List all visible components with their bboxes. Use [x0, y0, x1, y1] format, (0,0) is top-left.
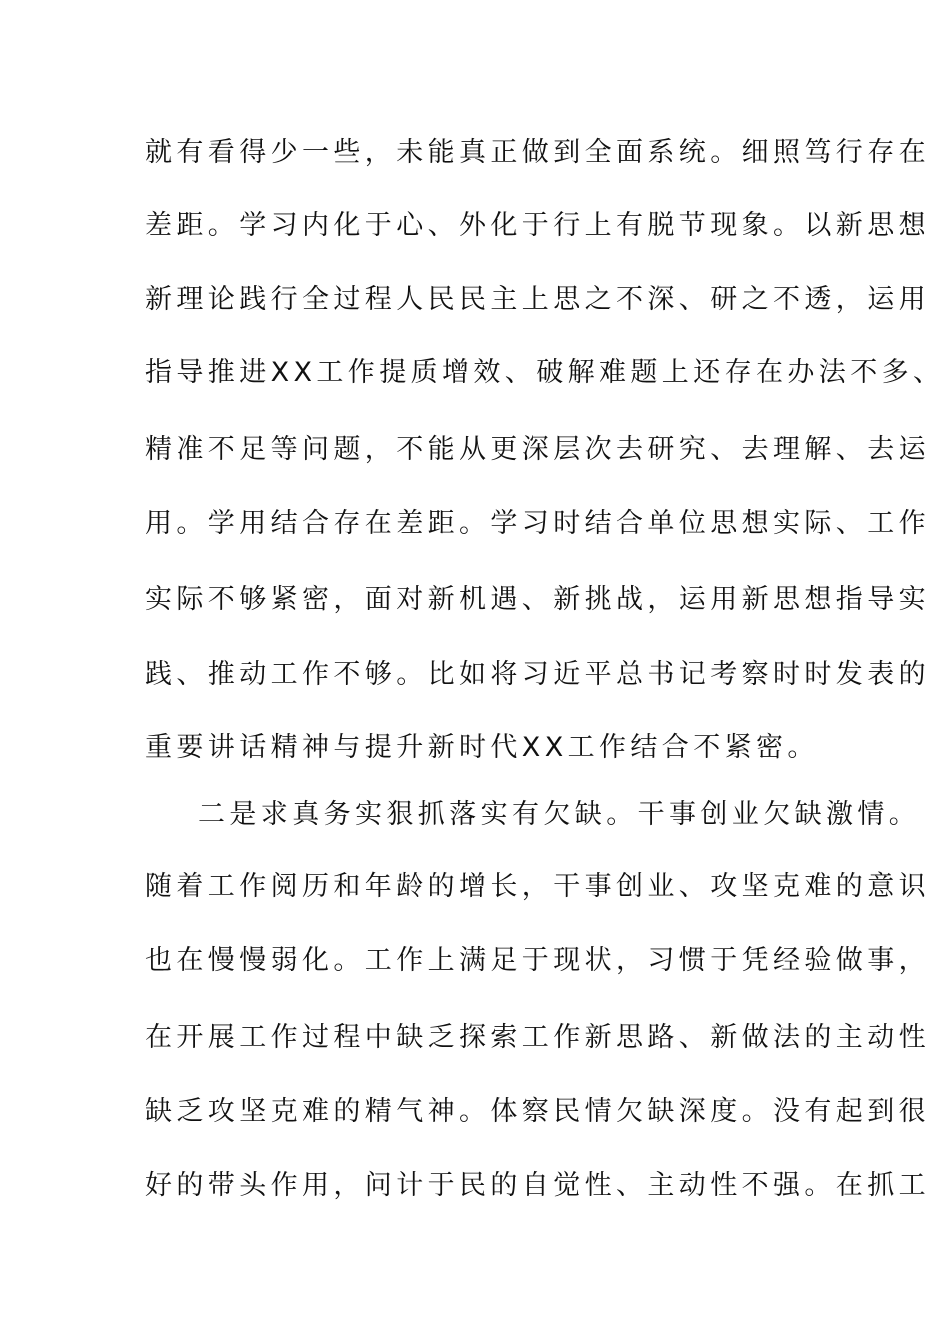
text-line: 重要讲话精神与提升新时代XX工作结合不紧密。: [145, 732, 819, 763]
text-line: 随着工作阅历和年龄的增长，干事创业、攻坚克难的意识: [145, 871, 930, 902]
text-line: 就有看得少一些，未能真正做到全面系统。细照笃行存在: [145, 137, 930, 168]
text-line: 精准不足等问题，不能从更深层次去研究、去理解、去运: [145, 434, 930, 465]
text-line: 缺乏攻坚克难的精气神。体察民情欠缺深度。没有起到很: [145, 1096, 930, 1127]
text-line: 践、推动工作不够。比如将习近平总书记考察时时发表的: [145, 659, 930, 690]
text-line: 好的带头作用，问计于民的自觉性、主动性不强。在抓工: [145, 1170, 930, 1201]
text-line: 实际不够紧密，面对新机遇、新挑战，运用新思想指导实: [145, 584, 930, 615]
text-line: 差距。学习内化于心、外化于行上有脱节现象。以新思想: [145, 210, 930, 241]
paragraph-first-line: 二是求真务实狠抓落实有欠缺。干事创业欠缺激情。: [198, 799, 921, 830]
text-line: 用。学用结合存在差距。学习时结合单位思想实际、工作: [145, 508, 930, 539]
text-line: 在开展工作过程中缺乏探索工作新思路、新做法的主动性: [145, 1022, 930, 1053]
text-line: 指导推进XX工作提质增效、破解难题上还存在办法不多、: [145, 357, 945, 388]
text-line: 新理论践行全过程人民民主上思之不深、研之不透，运用: [145, 284, 930, 315]
text-line: 也在慢慢弱化。工作上满足于现状，习惯于凭经验做事，: [145, 945, 930, 976]
